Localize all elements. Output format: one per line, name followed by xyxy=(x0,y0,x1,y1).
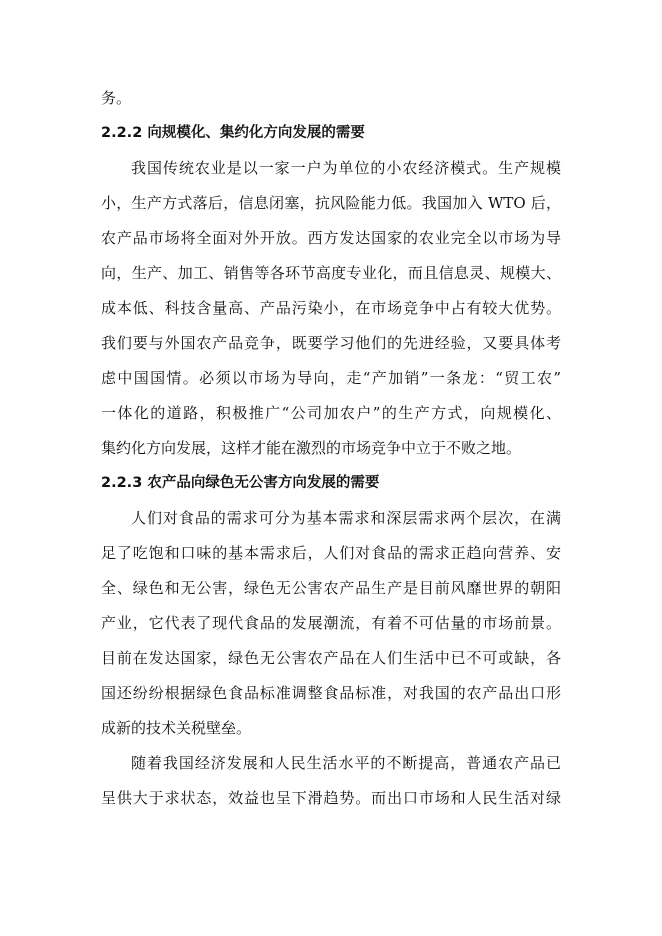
text-line: 成本低、科技含量高、产品污染小，在市场竞争中占有较大优势。 xyxy=(101,299,561,317)
text-line: 一体化的道路，积极推广“公司加农户”的生产方式，向规模化、 xyxy=(101,404,561,422)
text-line: 目前在发达国家，绿色无公害农产品在人们生活中已不可或缺，各 xyxy=(101,649,561,667)
text-line: 产业，它代表了现代食品的发展潮流，有着不可估量的市场前景。 xyxy=(101,614,561,632)
text-line: 小，生产方式落后，信息闭塞，抗风险能力低。我国加入 WTO 后， xyxy=(101,194,561,212)
text-line: 人们对食品的需求可分为基本需求和深层需求两个层次，在满 xyxy=(131,509,561,527)
text-line: 足了吃饱和口味的基本需求后，人们对食品的需求正趋向营养、安 xyxy=(101,544,561,562)
text-line: 农产品市场将全面对外开放。西方发达国家的农业完全以市场为导 xyxy=(101,229,561,247)
text-line: 国还纷纷根据绿色食品标准调整食品标准，对我国的农产品出口形 xyxy=(101,684,561,702)
text-line: 呈供大于求状态，效益也呈下滑趋势。而出口市场和人民生活对绿 xyxy=(101,789,561,807)
text-line: 我国传统农业是以一家一户为单位的小农经济模式。生产规模 xyxy=(131,159,561,177)
text-line: 我们要与外国农产品竞争，既要学习他们的先进经验，又要具体考 xyxy=(101,334,561,352)
section-heading-2-2-2: 2.2.2 向规模化、集约化方向发展的需要 xyxy=(101,125,365,141)
text-line: 虑中国国情。必须以市场为导向，走“产加销”一条龙：“贸工农” xyxy=(101,369,561,387)
text-line: 集约化方向发展，这样才能在激烈的市场竞争中立于不败之地。 xyxy=(101,439,522,457)
text-line: 成新的技术关税壁垒。 xyxy=(101,719,252,737)
text-line: 向，生产、加工、销售等各环节高度专业化，而且信息灵、规模大、 xyxy=(101,264,561,282)
section-heading-2-2-3: 2.2.3 农产品向绿色无公害方向发展的需要 xyxy=(101,475,380,491)
text-line: 全、绿色和无公害，绿色无公害农产品生产是目前风靡世界的朝阳 xyxy=(101,579,561,597)
text-line: 务。 xyxy=(101,89,132,107)
text-line: 随着我国经济发展和人民生活水平的不断提高，普通农产品已 xyxy=(131,754,561,772)
